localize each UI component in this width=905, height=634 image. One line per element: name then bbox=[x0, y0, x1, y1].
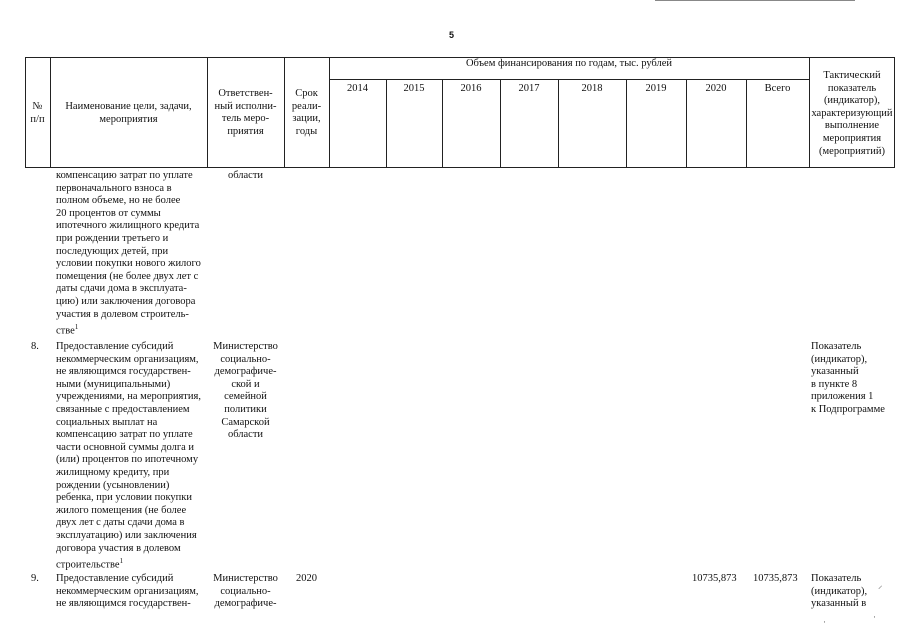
row-9-text: Предоставление субсидий некоммерческим организациям, не являющимся государствен- bbox=[56, 573, 199, 610]
row-text: Предоставление субсидий некоммерческим организациям, не являющимся государствен- ными (муниципальными) учреждениями, на мероприятия, связанные с предоставлением социальных выплат на компенсацию затрат по уплате части основной суммы долга и (или) процентов по ипотечному жилищному кредиту, при рождении (усыновлении) ребенка, при условии покупки жилого помещения (не более двух лет с даты сдачи дома в эксплуатацию) или заключения договора участия в долевом строительстве bbox=[56, 341, 201, 571]
header-year-2016: 2016 bbox=[460, 83, 482, 94]
row-9-term: 2020 bbox=[296, 573, 317, 584]
row-8-text bbox=[56, 341, 206, 572]
row-9-year-2020: 10735,873 bbox=[692, 573, 737, 584]
row-continuation-text bbox=[56, 170, 206, 338]
row-8-executor: Министерство социально- демографиче- ской и семейной политики Самарской области bbox=[213, 341, 278, 441]
scan-mark: ⸍ bbox=[878, 584, 883, 594]
header-bottom-border bbox=[25, 167, 895, 168]
footnote-mark: 1 bbox=[74, 323, 79, 332]
scan-mark: · bbox=[823, 617, 826, 627]
footnote-mark: 1 bbox=[119, 557, 124, 566]
row-9-executor: Министерство социально- демографиче- bbox=[213, 573, 278, 610]
page-number: 5 bbox=[449, 30, 455, 40]
header-year-2014: 2014 bbox=[347, 83, 368, 94]
col-border bbox=[329, 57, 330, 167]
row-8-indicator: Показатель (индикатор), указанный в пункте 8 приложения 1 к Подпрограмме bbox=[811, 341, 885, 415]
header-name: Наименование цели, задачи, мероприятия bbox=[65, 101, 192, 125]
header-term: Срок реали- зации, годы bbox=[291, 88, 322, 137]
row-8-num: 8. bbox=[31, 341, 39, 352]
header-num: № п/п bbox=[30, 101, 45, 125]
header-year-2018: 2018 bbox=[581, 83, 603, 94]
header-total: Всего bbox=[764, 83, 791, 94]
years-header-border bbox=[329, 79, 809, 80]
header-indicator: Тактический показатель (индикатор), характеризующий выполнение мероприятия (мероприятий) bbox=[811, 70, 893, 157]
header-financing: Объем финансирования по годам, тыс. рублей bbox=[465, 58, 673, 69]
row-9-indicator: Показатель (индикатор), указанный в bbox=[811, 573, 868, 610]
row-9-total: 10735,873 bbox=[753, 573, 798, 584]
scan-mark: · bbox=[873, 612, 876, 622]
header-year-2019: 2019 bbox=[645, 83, 667, 94]
row-continuation-executor: области bbox=[227, 170, 264, 181]
header-year-2017: 2017 bbox=[518, 83, 540, 94]
row-9-num: 9. bbox=[31, 573, 39, 584]
header-year-2020: 2020 bbox=[705, 83, 727, 94]
header-year-2015: 2015 bbox=[403, 83, 425, 94]
row-text: компенсацию затрат по уплате первоначального взноса в полном объеме, но не более 20 процентов от суммы ипотечного жилищного кредита при рождении третьего и последующих детей, при условии покупки нового жилого помещения (не более двух лет с даты сдачи дома в эксплуата- цию) или заключения договора участия в долевом строитель- стве bbox=[56, 170, 201, 337]
header-executor: Ответствен- ный исполни- тель меро- приятия bbox=[214, 88, 277, 137]
